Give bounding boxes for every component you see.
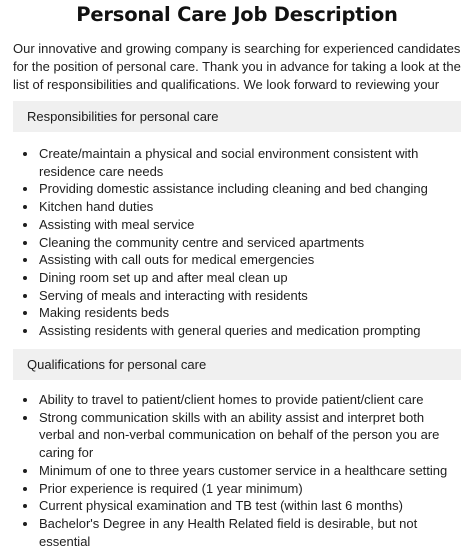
list-item: Assisting with call outs for medical emergencies (13, 251, 463, 269)
responsibilities-list (13, 145, 463, 340)
list-item: Strong communication skills with an ability assist and interpret both verbal and non-verbal communication on behalf of the person you are caring for (13, 409, 463, 462)
responsibilities-heading: Responsibilities for personal care (13, 101, 461, 132)
list-item: Bachelor's Degree in any Health Related field is desirable, but not essential (13, 515, 463, 550)
list-item: Minimum of one to three years customer service in a healthcare setting (13, 462, 463, 480)
list-item: Making residents beds (13, 304, 463, 322)
list-item: Assisting residents with general queries and medication prompting (13, 322, 463, 340)
qualifications-list (13, 391, 463, 550)
list-item: Prior experience is required (1 year minimum) (13, 480, 463, 498)
page-title: Personal Care Job Description (76, 3, 398, 26)
qualifications-heading: Qualifications for personal care (13, 349, 461, 380)
list-item: Serving of meals and interacting with residents (13, 287, 463, 305)
list-item: Kitchen hand duties (13, 198, 463, 216)
list-item: Ability to travel to patient/client homes to provide patient/client care (13, 391, 463, 409)
list-item: Create/maintain a physical and social environment consistent with residence care needs (13, 145, 463, 180)
list-item: Dining room set up and after meal clean up (13, 269, 463, 287)
list-item: Providing domestic assistance including cleaning and bed changing (13, 180, 463, 198)
intro-paragraph: Our innovative and growing company is searching for experienced candidates for the position of personal care. Thank you in advance for taking a look at the list of responsibilities and qualifications. We look forward to reviewing your (13, 41, 461, 93)
list-item: Current physical examination and TB test (within last 6 months) (13, 497, 463, 515)
list-item: Cleaning the community centre and serviced apartments (13, 234, 463, 252)
list-item: Assisting with meal service (13, 216, 463, 234)
